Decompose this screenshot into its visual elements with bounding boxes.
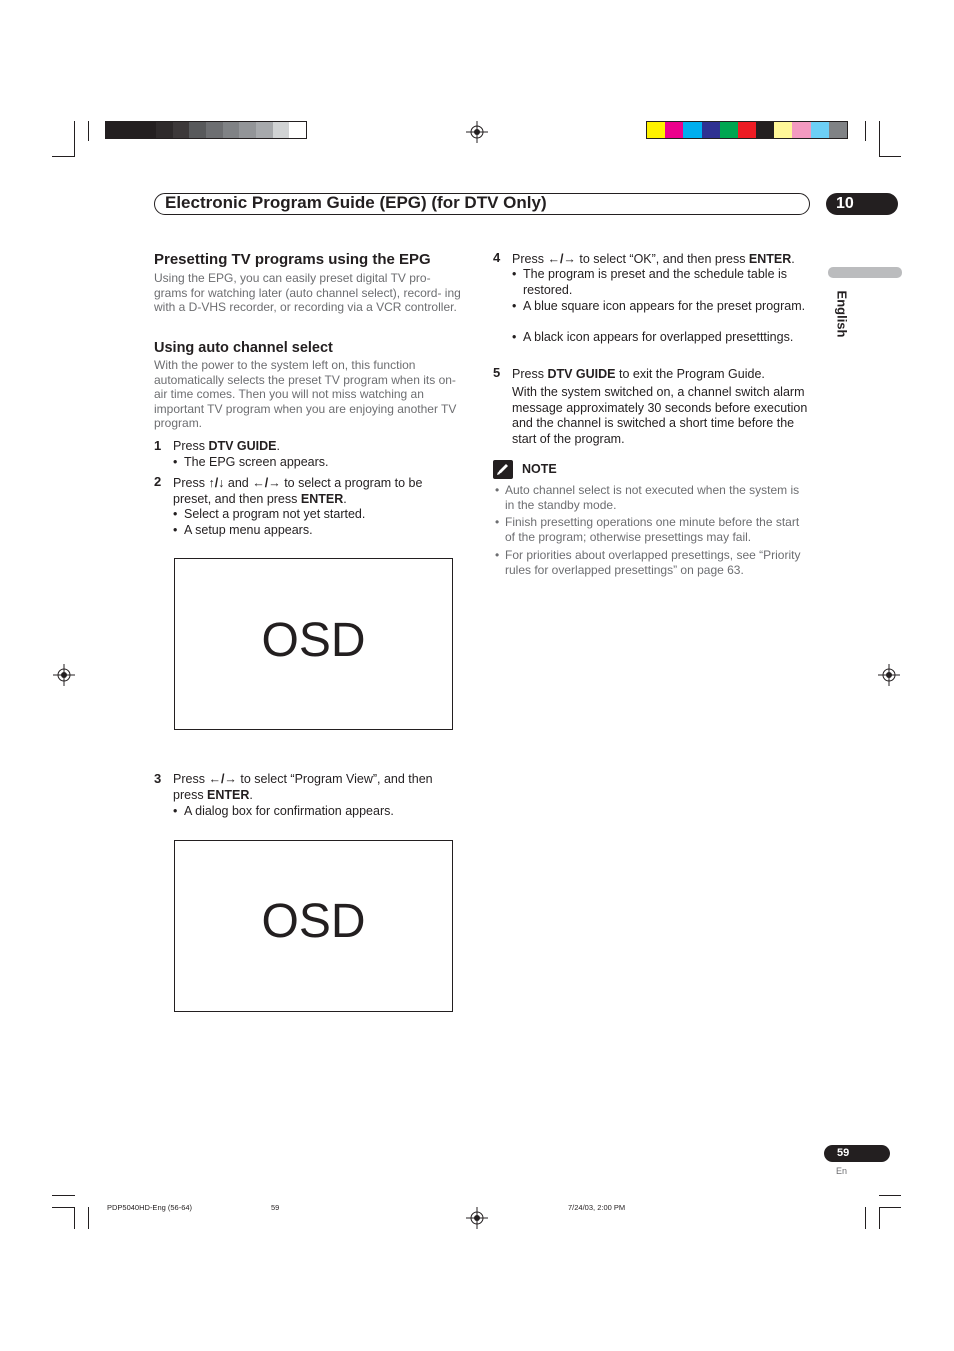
calibration-swatch	[223, 122, 240, 138]
crop-mark	[879, 121, 880, 156]
crop-mark	[879, 156, 901, 157]
calibration-swatch	[189, 122, 206, 138]
note-label: NOTE	[522, 462, 557, 476]
page-number-badge: 59	[824, 1145, 890, 1162]
step-1-bullet: • The EPG screen appears.	[184, 454, 464, 470]
osd-screen-placeholder	[174, 558, 453, 730]
footer-page: 59	[271, 1203, 280, 1212]
crop-mark	[88, 1207, 89, 1229]
step-2-bullet: • Select a program not yet started.	[184, 506, 464, 522]
calibration-swatch	[106, 122, 123, 138]
osd-label: OSD	[261, 895, 366, 948]
calibration-swatch	[683, 122, 702, 138]
calibration-swatch	[811, 122, 830, 138]
left-right-arrow-icon: ←/→	[208, 772, 237, 786]
subsection-intro: With the power to the system left on, this function automatically selects the preset TV program when its on-air time comes. Then you will not miss watching an important TV program when you are enjoying another TV program.	[154, 358, 457, 431]
calibration-swatch	[720, 122, 739, 138]
registration-mark-icon	[466, 121, 488, 143]
calibration-swatch	[792, 122, 811, 138]
note-item: • For priorities about overlapped presettings, see “Priority rules for overlapped presettings” on page 63.	[505, 548, 811, 577]
registration-mark-icon	[466, 1207, 488, 1229]
step-3-bullet: • A dialog box for confirmation appears.	[184, 803, 464, 819]
chapter-title: Electronic Program Guide (EPG) (for DTV Only)	[165, 193, 547, 212]
calibration-swatch	[239, 122, 256, 138]
step-3-text: Press ←/→ to select “Program View”, and then press ENTER.	[173, 772, 433, 802]
calibration-swatch	[139, 122, 156, 138]
step-number: 2	[154, 474, 162, 489]
language-label: English	[834, 290, 850, 338]
osd-screen-placeholder	[174, 840, 453, 1012]
section-intro: Using the EPG, you can easily preset digital TV pro- grams for watching later (auto channel select), record- ing with a D-VHS recorder, or recording via a VCR controller.	[154, 271, 461, 315]
calibration-swatch	[774, 122, 793, 138]
step-1-text: Press DTV GUIDE.	[173, 439, 280, 453]
color-calibration-bar	[646, 121, 848, 139]
crop-mark	[52, 1195, 75, 1196]
crop-mark	[74, 1207, 75, 1229]
step-4-bullet: • A blue square icon appears for the preset program.	[523, 298, 811, 314]
step-4-bullet: • A black icon appears for overlapped presetttings.	[523, 329, 811, 345]
note-pencil-icon	[493, 460, 513, 479]
left-right-arrow-icon: ←/→	[252, 476, 281, 490]
calibration-swatch	[273, 122, 290, 138]
calibration-swatch	[206, 122, 223, 138]
step-number: 1	[154, 438, 162, 453]
chapter-number-badge: 10	[826, 193, 898, 215]
note-item: • Auto channel select is not executed when the system is in the standby mode.	[505, 483, 811, 512]
calibration-swatch	[665, 122, 684, 138]
gray-calibration-bar	[105, 121, 307, 139]
step-4-text: Press ←/→ to select “OK”, and then press ENTER.	[512, 252, 795, 266]
footer-filename: PDP5040HD-Eng (56-64)	[107, 1203, 193, 1212]
calibration-swatch	[702, 122, 721, 138]
crop-mark	[52, 156, 75, 157]
registration-mark-icon	[878, 664, 900, 686]
step-number: 3	[154, 771, 162, 786]
step-number: 5	[493, 365, 501, 380]
crop-mark	[74, 121, 75, 156]
crop-mark	[88, 121, 89, 141]
calibration-swatch	[647, 122, 666, 138]
left-right-arrow-icon: ←/→	[547, 252, 576, 266]
calibration-swatch	[123, 122, 140, 138]
up-down-arrow-icon: ↑/↓	[208, 476, 225, 490]
footer-timestamp: 7/24/03, 2:00 PM	[568, 1203, 626, 1212]
step-2-text: Press ↑/↓ and ←/→ to select a program to be preset, and then press ENTER.	[173, 476, 423, 506]
step-5-paragraph: With the system switched on, a channel switch alarm message approximately 30 seconds before execution and the channel is switched a short time before the start of the program.	[512, 385, 808, 446]
language-tab	[828, 267, 902, 278]
crop-mark	[52, 1207, 75, 1208]
step-5-text: Press DTV GUIDE to exit the Program Guide.	[512, 367, 765, 381]
subsection-title: Using auto channel select	[154, 340, 333, 356]
step-4-bullet: • The program is preset and the schedule table is restored.	[523, 266, 811, 298]
crop-mark	[879, 1207, 880, 1229]
calibration-swatch	[829, 122, 848, 138]
crop-mark	[879, 1195, 901, 1196]
osd-label: OSD	[261, 614, 366, 667]
page-language-code: En	[836, 1166, 848, 1176]
registration-mark-icon	[53, 664, 75, 686]
calibration-swatch	[173, 122, 190, 138]
section-title: Presetting TV programs using the EPG	[154, 251, 431, 268]
crop-mark	[865, 121, 866, 141]
calibration-swatch	[289, 122, 306, 138]
note-item: • Finish presetting operations one minute before the start of the program; otherwise presettings may fail.	[505, 515, 811, 544]
calibration-swatch	[156, 122, 173, 138]
crop-mark	[865, 1207, 866, 1229]
crop-mark	[879, 1207, 901, 1208]
calibration-swatch	[256, 122, 273, 138]
calibration-swatch	[756, 122, 775, 138]
calibration-swatch	[738, 122, 757, 138]
step-2-bullet: • A setup menu appears.	[184, 522, 464, 538]
step-number: 4	[493, 250, 501, 265]
